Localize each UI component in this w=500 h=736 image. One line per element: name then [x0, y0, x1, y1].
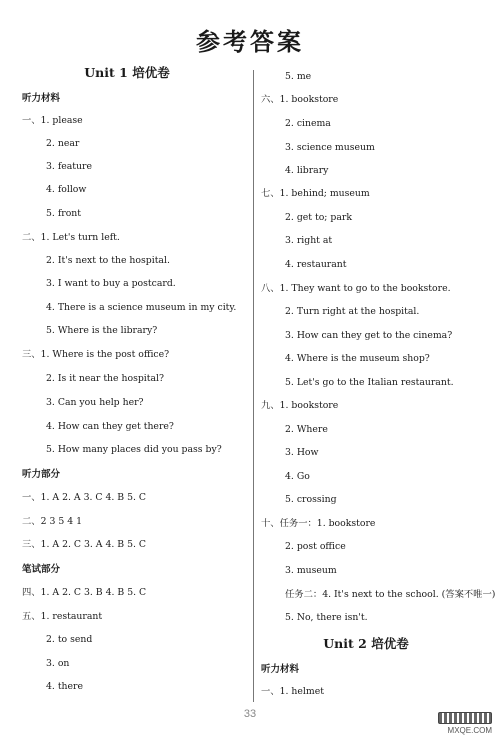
- answer-line: 一、1. A 2. A 3. C 4. B 5. C: [22, 492, 147, 503]
- answer-line: 3. on: [46, 658, 70, 669]
- answer-line: 3. feature: [46, 161, 92, 172]
- answer-line: 2. Turn right at the hospital.: [285, 306, 420, 317]
- section-heading: 听力部分: [22, 469, 61, 480]
- answer-line: 七、1. behind; museum: [261, 188, 370, 199]
- answer-line: 任务二：4. It's next to the school. (答案不唯一): [285, 589, 496, 600]
- answer-line: 4. there: [46, 681, 83, 692]
- answer-line: 2. post office: [285, 541, 346, 552]
- answer-line: 3. How can they get to the cinema?: [285, 330, 453, 341]
- answer-line: 4. Go: [285, 471, 310, 482]
- answer-line: 3. right at: [285, 235, 333, 246]
- answer-line: 2. to send: [46, 634, 93, 645]
- answer-line: 5. front: [46, 208, 82, 219]
- answer-line: 十、任务一：1. bookstore: [261, 518, 376, 529]
- answer-line: 二、1. Let's turn left.: [22, 232, 120, 243]
- answer-line: 4. Where is the museum shop?: [285, 353, 430, 364]
- unit-heading: Unit 2 培优卷: [323, 636, 409, 651]
- answer-line: 4. restaurant: [285, 259, 347, 270]
- answer-line: 一、1. helmet: [261, 686, 324, 697]
- answer-line: 2. get to; park: [285, 212, 352, 223]
- answer-line: 2. near: [46, 138, 80, 149]
- answer-line: 五、1. restaurant: [22, 611, 103, 622]
- answer-line: 一、1. please: [22, 115, 83, 126]
- page-number: 33: [243, 708, 257, 720]
- answer-line: 2. It's next to the hospital.: [46, 255, 170, 266]
- answer-line: 3. science museum: [285, 142, 375, 153]
- answer-line: 三、1. A 2. C 3. A 4. B 5. C: [22, 539, 147, 550]
- answer-line: 四、1. A 2. C 3. B 4. B 5. C: [22, 587, 147, 598]
- answer-line: 三、1. Where is the post office?: [22, 349, 170, 360]
- answer-line: 2. Where: [285, 424, 328, 435]
- answer-line: 3. museum: [285, 565, 337, 576]
- answer-line: 5. crossing: [285, 494, 337, 505]
- watermark-logo: [430, 712, 492, 735]
- watermark-logo-icon: [438, 712, 492, 724]
- answer-line: 5. How many places did you pass by?: [46, 444, 222, 455]
- answer-line: 5. Let's go to the Italian restaurant.: [285, 377, 454, 388]
- unit-heading: Unit 1 培优卷: [84, 65, 170, 80]
- answer-line: 5. Where is the library?: [46, 325, 158, 336]
- page-title: 参考答案: [196, 28, 304, 56]
- answer-line: 2. Is it near the hospital?: [46, 373, 165, 384]
- answer-line: 八、1. They want to go to the bookstore.: [261, 283, 451, 294]
- answer-line: 3. I want to buy a postcard.: [46, 278, 176, 289]
- answer-line: 4. library: [285, 165, 329, 176]
- answer-line: 4. There is a science museum in my city.: [46, 302, 237, 313]
- answer-line: 2. cinema: [285, 118, 331, 129]
- section-heading: 听力材料: [261, 664, 300, 675]
- answer-line: 六、1. bookstore: [261, 94, 339, 105]
- answer-line: 3. Can you help her?: [46, 397, 144, 408]
- answer-line: 5. me: [285, 71, 312, 82]
- answer-line: 九、1. bookstore: [261, 400, 339, 411]
- section-heading: 听力材料: [22, 93, 61, 104]
- answer-line: 3. How: [285, 447, 319, 458]
- answer-line: 4. follow: [46, 184, 87, 195]
- watermark-text: MXQE.COM: [447, 726, 492, 735]
- answer-line: 二、2 3 5 4 1: [22, 516, 82, 527]
- section-heading: 笔试部分: [22, 564, 61, 575]
- answer-line: 4. How can they get there?: [46, 421, 174, 432]
- answer-line: 5. No, there isn't.: [285, 612, 368, 623]
- right-column: [261, 0, 500, 736]
- left-column: [22, 0, 262, 736]
